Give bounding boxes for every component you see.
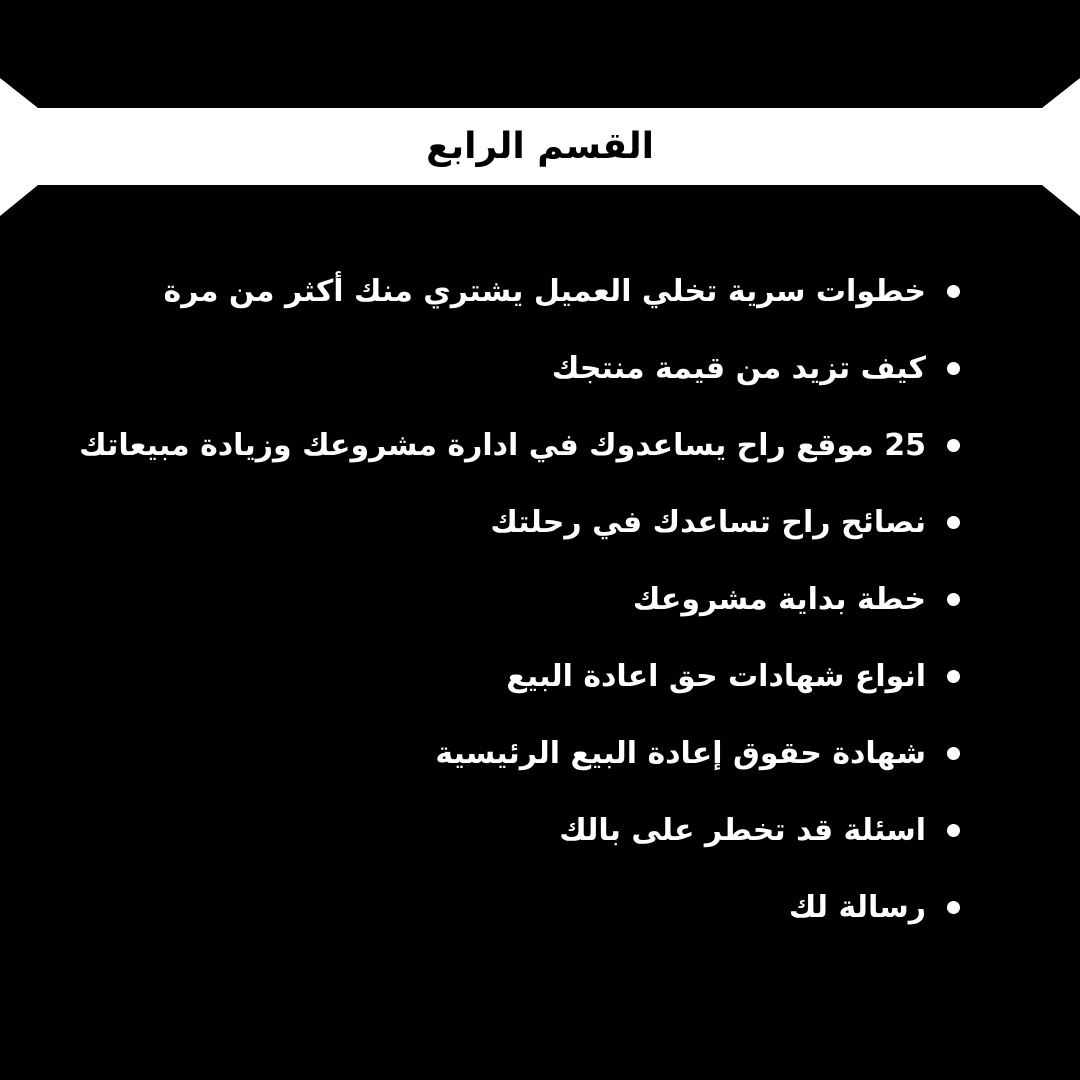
bullet-icon [947,362,960,375]
list-item-text: اسئلة قد تخطر على بالك [559,812,926,848]
bullet-icon [947,747,960,760]
list-item-text: شهادة حقوق إعادة البيع الرئيسية [435,735,926,771]
list-item-text: نصائح راح تساعدك في رحلتك [490,504,926,540]
bullet-icon [947,824,960,837]
bullet-icon [947,439,960,452]
list-item [60,484,960,561]
list-item [60,330,960,407]
bullet-icon [947,670,960,683]
list-item [60,407,960,484]
list-item-text: 25 موقع راح يساعدوك في ادارة مشروعك وزيادة مبيعاتك [79,427,926,463]
list-item-text: خطوات سرية تخلي العميل يشتري منك أكثر من مرة [163,273,926,309]
list-item [60,792,960,869]
bullet-icon [947,901,960,914]
bullet-icon [947,593,960,606]
list-item [60,253,960,330]
section-title: القسم الرابع [426,126,654,167]
bullet-icon [947,516,960,529]
bullet-icon [947,285,960,298]
list-item-text: خطة بداية مشروعك [632,581,926,617]
list-item [60,715,960,792]
list-item-text: انواع شهادات حق اعادة البيع [506,658,926,694]
topics-list [60,253,960,946]
list-item [60,869,960,946]
list-item-text: رسالة لك [788,889,926,925]
list-item [60,561,960,638]
list-item-text: كيف تزيد من قيمة منتجك [551,350,926,386]
list-item [60,638,960,715]
